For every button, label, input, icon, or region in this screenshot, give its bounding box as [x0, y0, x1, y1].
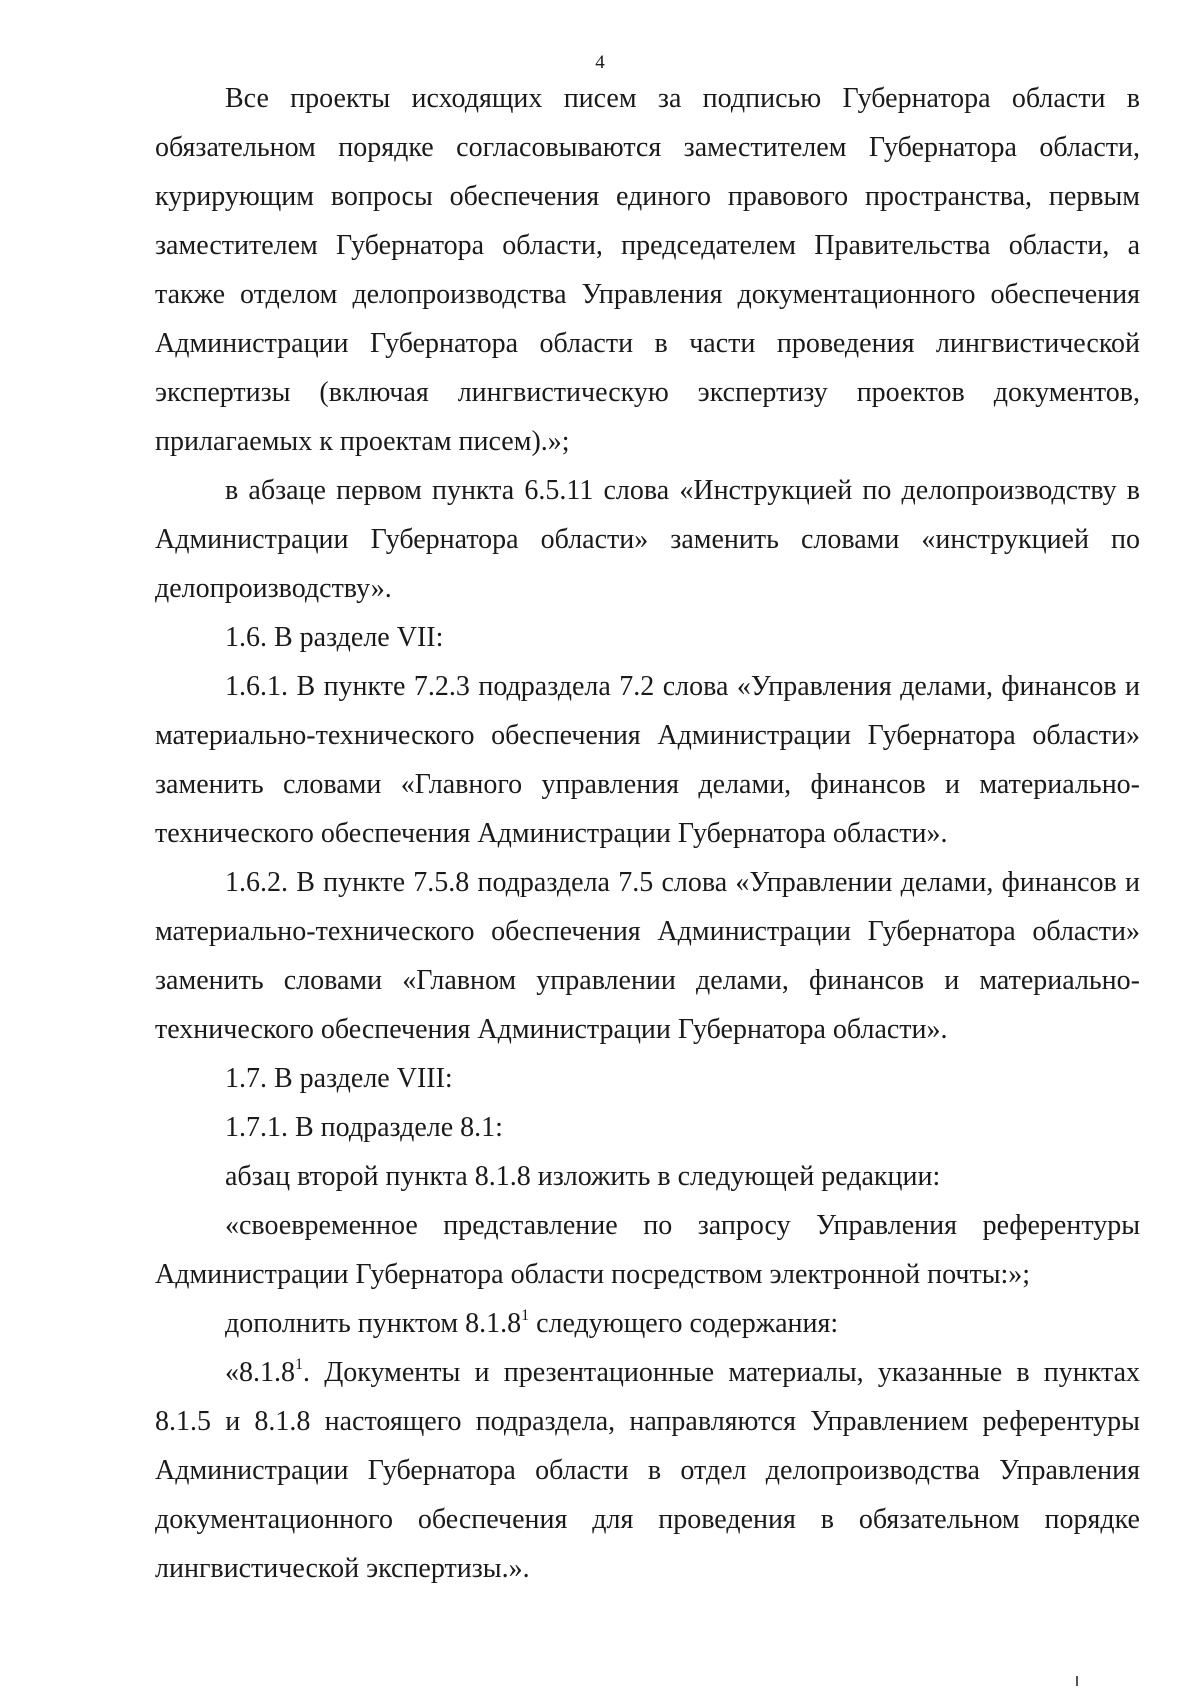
- paragraph-1-7-1: 1.7.1. В подразделе 8.1:: [225, 1112, 503, 1143]
- document-body: [155, 74, 1140, 1593]
- paragraph-add-8-1-8-1: [155, 1299, 1140, 1348]
- superscript: 1: [521, 1307, 530, 1324]
- page-number: 4: [595, 52, 605, 73]
- paragraph-8-1-8-abzac: абзац второй пункта 8.1.8 изложить в следующей редакции:: [225, 1161, 941, 1192]
- paragraph-1-6-1: 1.6.1. В пункте 7.2.3 подраздела 7.2 слова «Управления делами, финансов и материально-технического обеспечения Администрации Губернатора области» заменить словами «Главного управления делами, финансов и материально-технического обеспечения Администрации Губернатора области».: [155, 671, 1140, 849]
- add-point-text: дополнить пунктом 8.1.8: [225, 1308, 522, 1339]
- point-8-1-8-1-text: . Документы и презентационные материалы, указанные в пунктах 8.1.5 и 8.1.8 настоящего подраздела, направляются Управлением референтуры Администрации Губернатора области в отдел делопроизводства Управления документационного обеспечения для проведения в обязательном порядке лингвистической экспертизы.».: [155, 1357, 1140, 1584]
- scan-mark: [1076, 1676, 1078, 1686]
- point-8-1-8-1-start: «8.1.8: [225, 1357, 295, 1388]
- paragraph-1-6: 1.6. В разделе VII:: [225, 622, 444, 653]
- paragraph-1-7: 1.7. В разделе VIII:: [225, 1063, 453, 1094]
- paragraph-approval: Все проекты исходящих писем за подписью Губернатора области в обязательном порядке согласовываются заместителем Губернатора области, курирующим вопросы обеспечения единого правового пространства, первым заместителем Губернатора области, председателем Правительства области, а также отделом делопроизводства Управления документационного обеспечения Администрации Губернатора области в части проведения лингвистической экспертизы (включая лингвистическую экспертизу проектов документов, прилагаемых к проектам писем).»;: [155, 83, 1140, 457]
- paragraph-6-5-11: в абзаце первом пункта 6.5.11 слова «Инструкцией по делопроизводству в Администрации Губернатора области» заменить словами «инструкцией по делопроизводству».: [155, 475, 1140, 604]
- paragraph-8-1-8-text: «своевременное представление по запросу Управления референтуры Администрации Губернатора области посредством электронной почты:»;: [155, 1210, 1140, 1290]
- add-point-text-end: следующего содержания:: [529, 1308, 839, 1339]
- superscript: 1: [295, 1356, 303, 1373]
- paragraph-8-1-8-1: [155, 1348, 1140, 1593]
- paragraph-1-6-2: 1.6.2. В пункте 7.5.8 подраздела 7.5 слова «Управлении делами, финансов и материально-технического обеспечения Администрации Губернатора области» заменить словами «Главном управлении делами, финансов и материально-технического обеспечения Администрации Губернатора области».: [155, 867, 1140, 1045]
